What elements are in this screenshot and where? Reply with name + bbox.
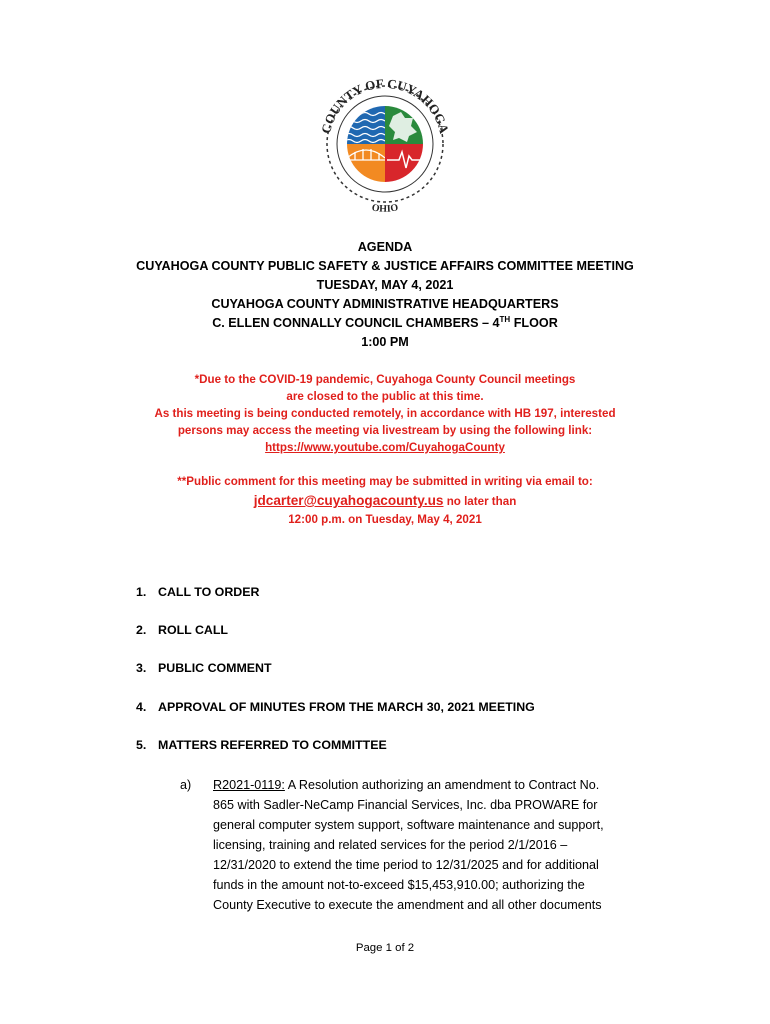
meeting-location: CUYAHOGA COUNTY ADMINISTRATIVE HEADQUARTERS bbox=[211, 297, 559, 311]
meeting-date: TUESDAY, MAY 4, 2021 bbox=[316, 278, 454, 292]
committee-name: CUYAHOGA COUNTY PUBLIC SAFETY & JUSTICE AFFAIRS COMMITTEE MEETING bbox=[136, 259, 634, 273]
page-number: Page 1 of 2 bbox=[355, 942, 415, 954]
agenda-item: 5. MATTERS REFERRED TO COMMITTEE bbox=[136, 738, 387, 752]
subitem-letter: a) bbox=[180, 778, 192, 792]
comment-deadline: 12:00 p.m. on Tuesday, May 4, 2021 bbox=[288, 513, 482, 526]
svg-text:OHIO: OHIO bbox=[370, 202, 400, 215]
comment-email-link[interactable]: jdcarter@cuyahogacounty.us bbox=[253, 493, 444, 508]
livestream-link[interactable]: https://www.youtube.com/CuyahogaCounty bbox=[265, 441, 505, 454]
county-seal-logo bbox=[309, 68, 461, 220]
agenda-item: 2. ROLL CALL bbox=[136, 623, 228, 637]
agenda-header bbox=[0, 238, 770, 352]
resolution-text: R2021-0119: A Resolution authorizing an amendment to Contract No. 865 with Sadler-NeCamp Financial Services, Inc. dba PROWARE for general computer system support, software maintenance and support, licensing, training and related services for the period 2/1/2016 – 12/31/2020 to extend the time period to 12/31/2025 and for additional funds in the amount not-to-exceed $15,453,910.00; authorizing the County Executive to execute the amendment and all other documents bbox=[213, 778, 604, 912]
agenda-title: AGENDA bbox=[357, 240, 413, 254]
meeting-time: 1:00 PM bbox=[361, 335, 409, 349]
agenda-item: 1. CALL TO ORDER bbox=[136, 585, 260, 599]
notice-line: As this meeting is being conducted remotely, in accordance with HB 197, interested bbox=[154, 407, 616, 420]
resolution-number: R2021-0119: bbox=[213, 778, 285, 792]
notice-line: persons may access the meeting via livestream by using the following link: bbox=[177, 424, 593, 437]
public-comment-note: **Public comment for this meeting may be submitted in writing via email to: bbox=[177, 475, 593, 488]
agenda-item: 4. APPROVAL OF MINUTES FROM THE MARCH 30, 2021 MEETING bbox=[136, 700, 535, 714]
covid-notice: *Due to the COVID-19 pandemic, Cuyahoga County Council meetings are closed to the public at this time. As this meeting is being conducted remotely, in accordance with HB 197, interested persons may access the meeting via livestream by using the following link: https://www.youtube.com/CuyahogaCounty **Public comment for this meeting may be submitted in writing via email to: jdcarter@cuyahogacounty.us no later than 12:00 p.m. on Tuesday, May 4, 2021 bbox=[0, 371, 770, 528]
meeting-room: C. ELLEN CONNALLY COUNCIL CHAMBERS – 4TH FLOOR bbox=[212, 315, 558, 330]
notice-line: *Due to the COVID-19 pandemic, Cuyahoga County Council meetings bbox=[194, 373, 576, 386]
notice-line: are closed to the public at this time. bbox=[286, 390, 484, 403]
svg-text:COUNTY OF CUYAHOGA: COUNTY OF CUYAHOGA bbox=[318, 75, 452, 136]
agenda-item: 3. PUBLIC COMMENT bbox=[136, 661, 272, 675]
